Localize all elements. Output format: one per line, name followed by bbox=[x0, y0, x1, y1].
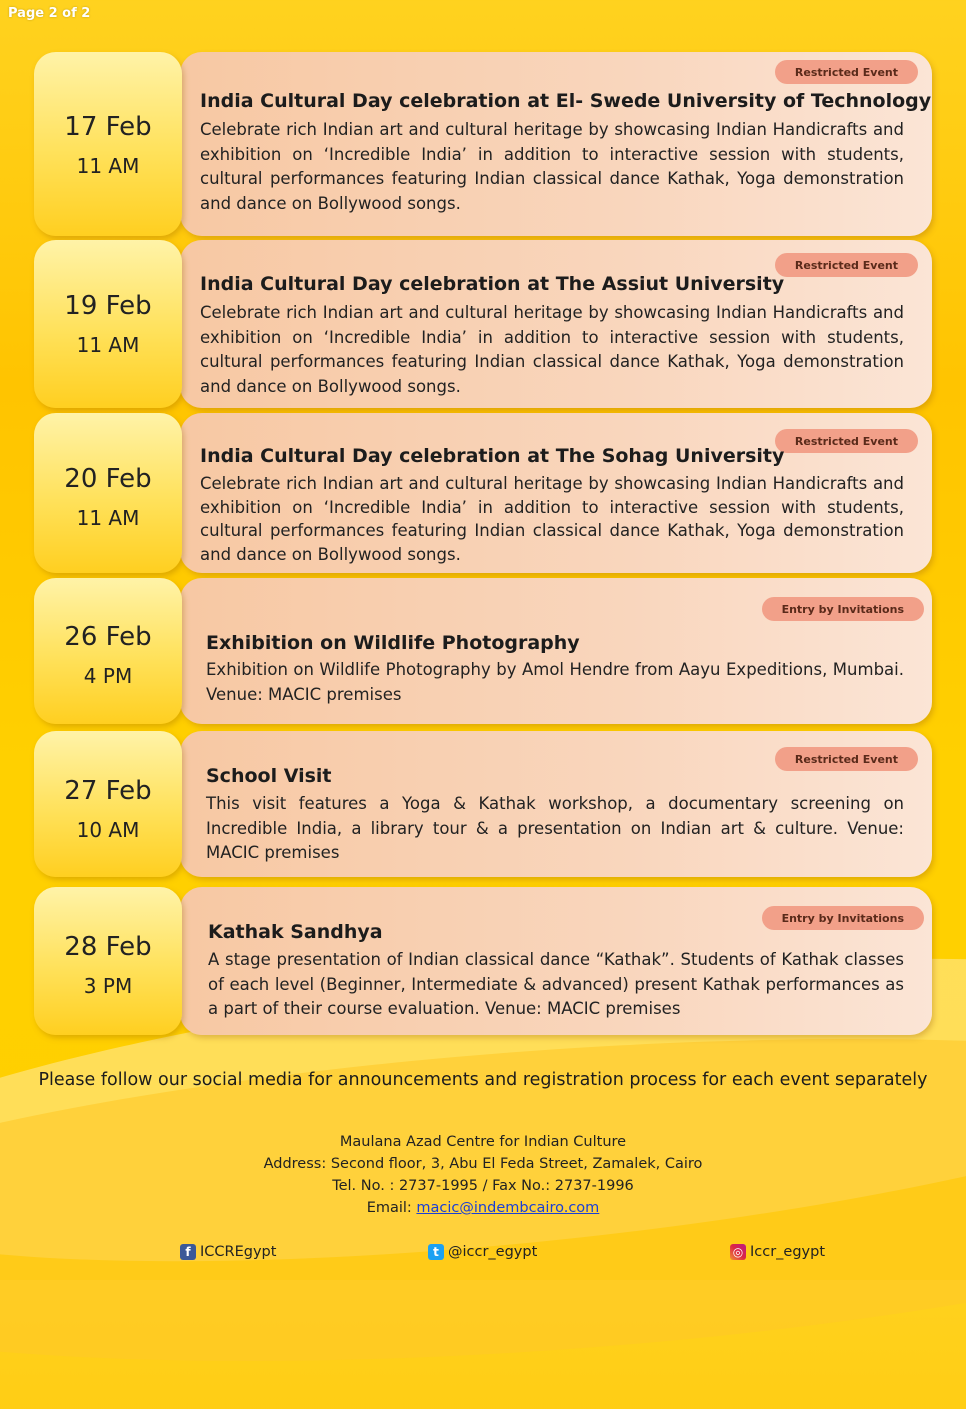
event-title: School Visit bbox=[206, 765, 332, 787]
event-date: 17 Feb bbox=[64, 112, 152, 142]
event-description: This visit features a Yoga & Kathak workshop, a documentary screening on Incredible India, a library tour & a presentation on Indian art & culture. Venue: MACIC premises bbox=[206, 794, 904, 862]
event-description: Celebrate rich Indian art and cultural heritage by showcasing Indian Handicrafts and exhibition on ‘Incredible India’ in addition to interactive session with students, cultural performances featuring Indian classical dance Kathak, Yoga demonstration and dance on Bollywood songs. bbox=[200, 474, 904, 564]
email-row bbox=[0, 1197, 966, 1219]
event-item bbox=[34, 413, 932, 573]
event-time: 11 AM bbox=[76, 506, 140, 530]
event-item bbox=[34, 578, 932, 724]
email-link[interactable]: macic@indembcairo.com bbox=[416, 1200, 600, 1216]
date-box bbox=[34, 52, 182, 236]
event-time: 11 AM bbox=[76, 154, 140, 178]
event-title: India Cultural Day celebration at The Sohag University bbox=[200, 445, 785, 467]
org-name: Maulana Azad Centre for Indian Culture bbox=[339, 1134, 627, 1150]
facebook-handle: ICCREgypt bbox=[200, 1244, 277, 1260]
event-title: Kathak Sandhya bbox=[208, 921, 383, 943]
event-date: 20 Feb bbox=[64, 464, 152, 494]
twitter-icon: t bbox=[428, 1244, 444, 1260]
event-description: Celebrate rich Indian art and cultural heritage by showcasing Indian Handicrafts and exhibition on ‘Incredible India’ in addition to interactive session with students, cultural performances featuring Indian classical dance Kathak, Yoga demonstration and dance on Bollywood songs. bbox=[200, 120, 904, 213]
event-item bbox=[34, 240, 932, 408]
event-card bbox=[180, 887, 932, 1035]
instagram-icon: ◎ bbox=[730, 1244, 746, 1260]
instagram-handle: Iccr_egypt bbox=[750, 1244, 826, 1260]
event-badge: Restricted Event bbox=[775, 60, 918, 84]
date-box bbox=[34, 578, 182, 724]
event-time: 4 PM bbox=[83, 664, 133, 688]
event-title: India Cultural Day celebration at El- Swede University of Technology bbox=[200, 90, 932, 112]
page-label: Page 2 of 2 bbox=[8, 6, 91, 21]
event-title: India Cultural Day celebration at The Assiut University bbox=[200, 273, 785, 295]
event-badge: Restricted Event bbox=[775, 747, 918, 771]
follow-notice: Please follow our social media for announcements and registration process for each event separately bbox=[38, 1070, 928, 1090]
event-date: 19 Feb bbox=[64, 291, 152, 321]
email-label: Email: bbox=[366, 1200, 417, 1216]
date-box bbox=[34, 240, 182, 408]
phone: Tel. No. : 2737-1995 / Fax No.: 2737-1996 bbox=[332, 1178, 634, 1194]
event-description: A stage presentation of Indian classical dance “Kathak”. Students of Kathak classes of each level (Beginner, Intermediate & advanced) present Kathak performances as a part of their course evaluation. Venue: MACIC premises bbox=[208, 950, 904, 1018]
event-description: Celebrate rich Indian art and cultural heritage by showcasing Indian Handicrafts and exhibition on ‘Incredible India’ in addition to interactive session with students, cultural performances featuring Indian classical dance Kathak, Yoga demonstration and dance on Bollywood songs. bbox=[200, 303, 904, 396]
date-box bbox=[34, 887, 182, 1035]
event-badge: Entry by Invitations bbox=[762, 906, 924, 930]
event-badge: Restricted Event bbox=[775, 253, 918, 277]
twitter-handle: @iccr_egypt bbox=[448, 1244, 538, 1260]
facebook-icon: f bbox=[180, 1244, 196, 1260]
date-box bbox=[34, 731, 182, 877]
social-facebook[interactable] bbox=[180, 1244, 276, 1260]
event-time: 11 AM bbox=[76, 333, 140, 357]
event-title: Exhibition on Wildlife Photography bbox=[206, 632, 580, 654]
date-box bbox=[34, 413, 182, 573]
event-card bbox=[180, 731, 932, 877]
event-date: 28 Feb bbox=[64, 932, 152, 962]
social-instagram[interactable] bbox=[730, 1244, 825, 1260]
address: Address: Second floor, 3, Abu El Feda Street, Zamalek, Cairo bbox=[263, 1156, 703, 1172]
event-card bbox=[180, 413, 932, 573]
event-badge: Entry by Invitations bbox=[762, 597, 924, 621]
event-badge: Restricted Event bbox=[775, 429, 918, 453]
event-item bbox=[34, 52, 932, 236]
event-card bbox=[180, 240, 932, 408]
event-card bbox=[180, 578, 932, 724]
event-date: 27 Feb bbox=[64, 776, 152, 806]
event-description: Exhibition on Wildlife Photography by Amol Hendre from Aayu Expeditions, Mumbai. Venue: MACIC premises bbox=[206, 660, 904, 704]
event-date: 26 Feb bbox=[64, 622, 152, 652]
footer bbox=[0, 1131, 966, 1219]
social-twitter[interactable] bbox=[428, 1244, 537, 1260]
event-card bbox=[180, 52, 932, 236]
event-item bbox=[34, 887, 932, 1035]
event-item bbox=[34, 731, 932, 877]
event-time: 3 PM bbox=[83, 974, 133, 998]
event-time: 10 AM bbox=[76, 818, 140, 842]
